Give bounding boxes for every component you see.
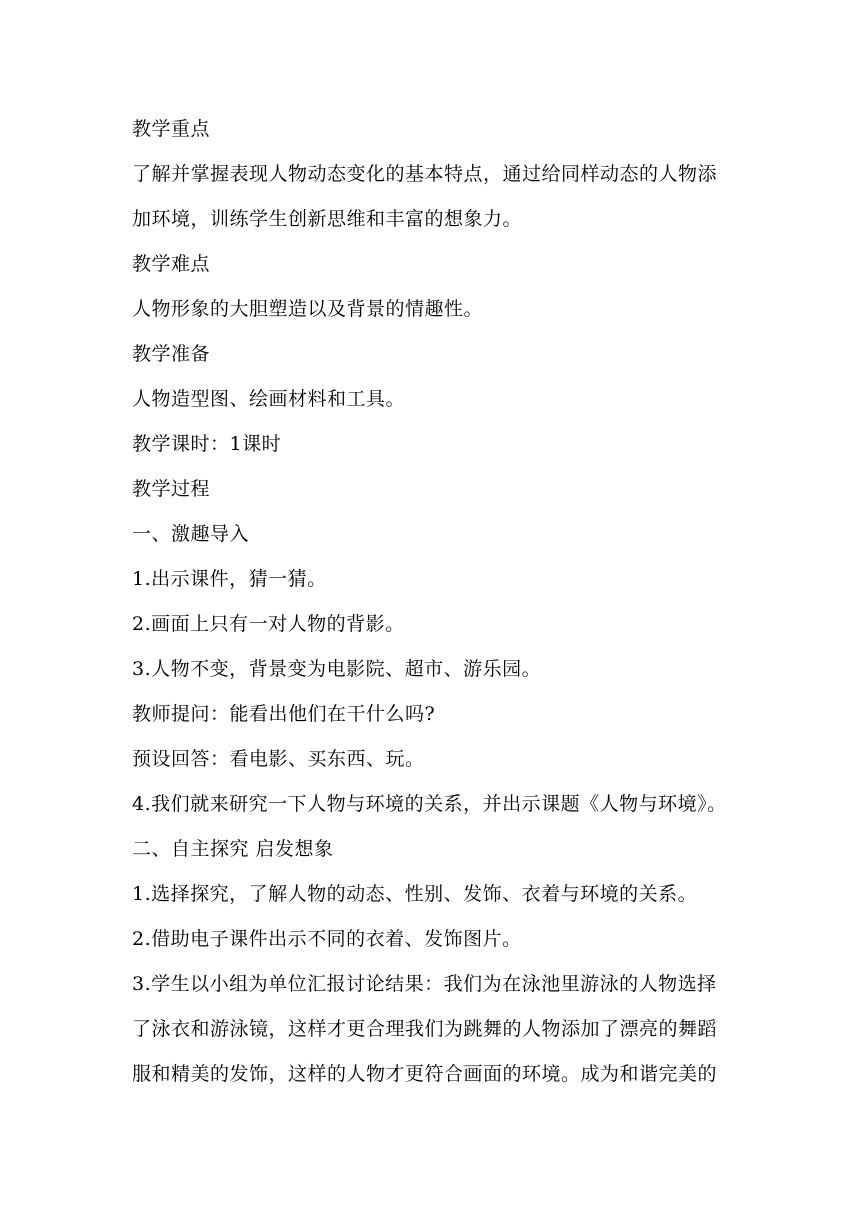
heading-teaching-focus: 教学重点 [132, 118, 211, 140]
paragraph-line: 人物形象的大胆塑造以及背景的情趣性。 [132, 298, 484, 320]
list-item: 3.人物不变，背景变为电影院、超市、游乐园。 [132, 658, 542, 680]
list-item: 2.借助电子课件出示不同的衣着、发饰图片。 [132, 928, 522, 950]
list-item: 2.画面上只有一对人物的背影。 [132, 613, 405, 635]
class-hours-line: 教学课时：1课时 [132, 433, 282, 455]
paragraph-line: 教师提问：能看出他们在干什么吗? [132, 703, 436, 725]
heading-teaching-process: 教学过程 [132, 478, 211, 500]
list-item: 3.学生以小组为单位汇报讨论结果：我们为在泳池里游泳的人物选择 [132, 973, 717, 995]
paragraph-line: 服和精美的发饰，这样的人物才更符合画面的环境。成为和谐完美的 [132, 1063, 718, 1085]
list-item: 4.我们就来研究一下人物与环境的关系，并出示课题《人物与环境》。 [132, 793, 727, 815]
paragraph-line: 预设回答：看电影、买东西、玩。 [132, 748, 425, 770]
paragraph-line: 了解并掌握表现人物动态变化的基本特点，通过给同样动态的人物添 [132, 163, 718, 185]
list-item: 1.出示课件，猜一猜。 [132, 568, 327, 590]
paragraph-line: 了泳衣和游泳镜，这样才更合理我们为跳舞的人物添加了漂亮的舞蹈 [132, 1018, 718, 1040]
heading-teaching-difficulty: 教学难点 [132, 253, 211, 275]
heading-teaching-preparation: 教学准备 [132, 343, 211, 365]
paragraph-line: 加环境，训练学生创新思维和丰富的想象力。 [132, 208, 523, 230]
paragraph-line: 人物造型图、绘画材料和工具。 [132, 388, 406, 410]
section-heading: 二、自主探究 启发想象 [132, 838, 334, 860]
list-item: 1.选择探究，了解人物的动态、性别、发饰、衣着与环境的关系。 [132, 883, 698, 905]
section-heading: 一、激趣导入 [132, 523, 250, 545]
